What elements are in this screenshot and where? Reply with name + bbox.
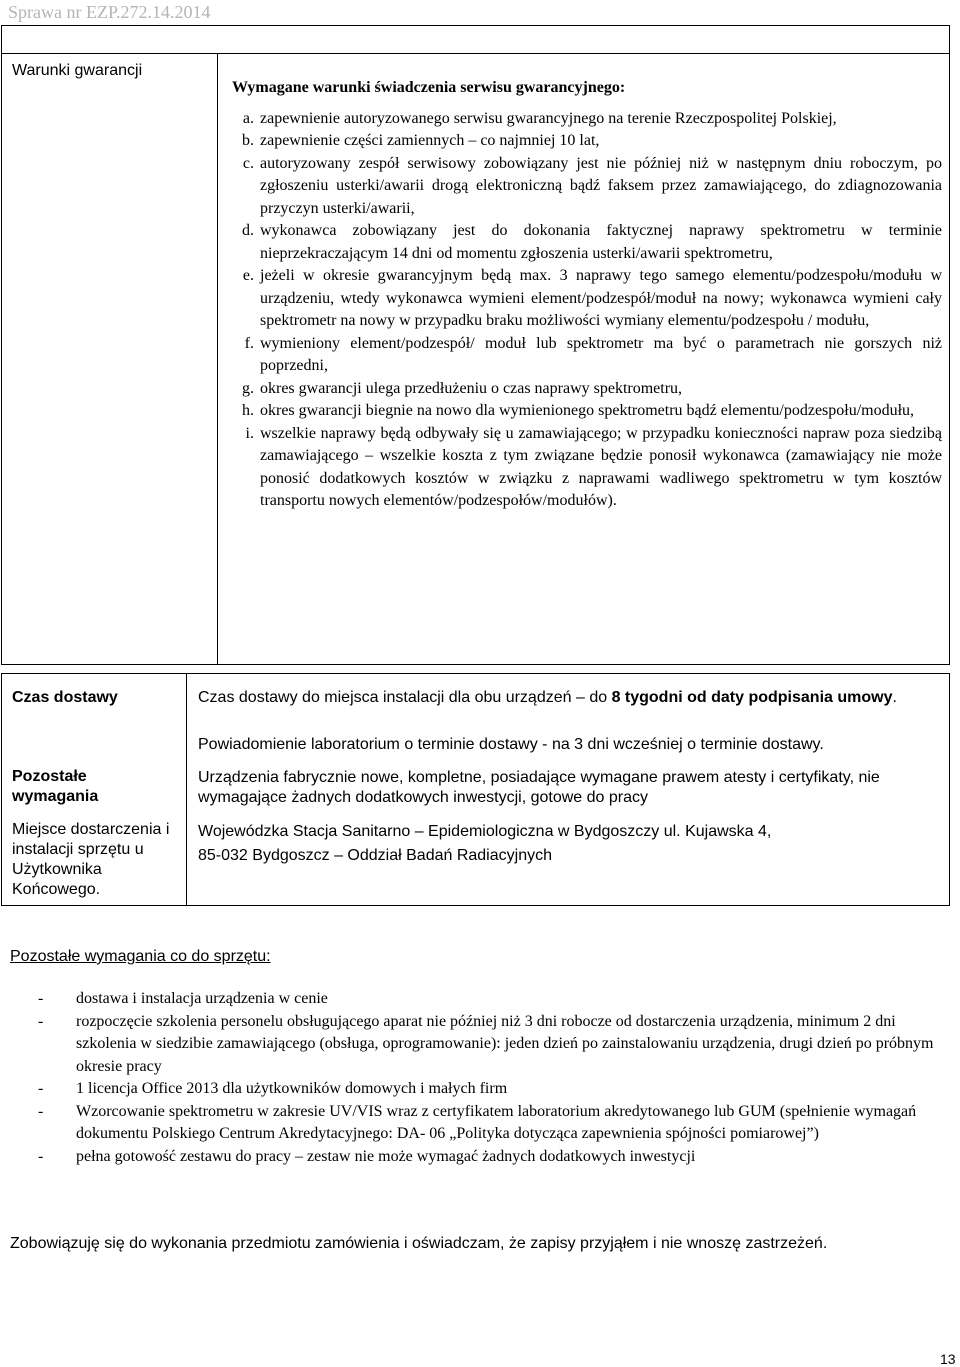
list-item: - dostawa i instalacja urządzenia w cenie [38, 990, 328, 1007]
column-divider [186, 674, 187, 905]
other-requirements-title: Pozostałe wymagania co do sprzętu: [10, 948, 271, 965]
warranty-list [230, 108, 942, 513]
list-item: f. wymieniony element/podzespół/ moduł lub spektrometr ma być o parametrach nie gorszych niż poprzedni, [244, 334, 942, 374]
table-top-row [2, 26, 949, 54]
warranty-content [230, 77, 942, 513]
other-requirements-label: Pozostałe wymagania [12, 768, 99, 805]
declaration-statement: Zobowiązuję się do wykonania przedmiotu zamówienia i oświadczam, że zapisy przyjąłem i nie wnoszę zastrzeżeń. [10, 1235, 828, 1252]
delivery-time-text: Czas dostawy do miejsca instalacji dla obu urządzeń – do 8 tygodni od daty podpisania umowy. [198, 689, 897, 706]
requirements-list [38, 988, 953, 1168]
warranty-label: Warunki gwarancji [12, 62, 143, 79]
delivery-notice: Powiadomienie laboratorium o terminie dostawy - na 3 dni wcześniej o terminie dostawy. [198, 736, 824, 753]
list-item: i. wszelkie naprawy będą odbywały się u zamawiającego; w przypadku konieczności napraw poza siedzibą zamawiającego – wszelkie koszta z tym związane będzie ponosił wykonawca (zamawiający nie może ponosić dodatkowych kosztów w związku z naprawami wadliwego spektrometru w tym kosztów transportu nowych elementów/podzespołów/modułów). [245, 424, 942, 509]
delivery-address-line1: Wojewódzka Stacja Sanitarno – Epidemiologiczna w Bydgoszczy ul. Kujawska 4, [198, 823, 772, 840]
list-item: - pełna gotowość zestawu do pracy – zestaw nie może wymagać żadnych dodatkowych inwestycji [38, 1147, 696, 1165]
list-item: c. autoryzowany zespół serwisowy zobowiązany jest nie później niż w następnym dniu roboczym, po zgłoszeniu usterki/awarii drogą elektroniczną bądź faksem przez zamawiającego, do zdiagnozowania przyczyn usterki/awarii, [242, 154, 942, 217]
list-item: - Wzorcowanie spektrometru w zakresie UV/VIS wraz z certyfikatem laboratorium akredytowanego lub GUM (spełnienie wymagań dokumentu Polskiego Centrum Akredytacyjnego: DA- 06 „Polityka dotycząca zapewnienia spójności pomiarowej”) [38, 1102, 917, 1142]
list-item: h. okres gwarancji biegnie na nowo dla wymienionego spektrometru bądź elementu/podzespołu/modułu, [242, 402, 915, 419]
list-item: d. wykonawca zobowiązany jest do dokonania faktycznej naprawy spektrometru w terminie nieprzekraczającym 14 dni od momentu zgłoszenia usterki/awarii spektrometru, [242, 222, 942, 262]
delivery-table [1, 673, 950, 906]
table-label-column [2, 53, 218, 664]
case-reference: Sprawa nr EZP.272.14.2014 [8, 2, 211, 22]
delivery-place-label: Miejsce dostarczenia i instalacji sprzętu u Użytkownika Końcowego. [12, 821, 170, 898]
page-number: 13 [940, 1351, 956, 1367]
list-item: - 1 licencja Office 2013 dla użytkowników domowych i małych firm [38, 1080, 508, 1097]
list-item: a. zapewnienie autoryzowanego serwisu gwarancyjnego na terenie Rzeczpospolitej Polskiej, [242, 109, 837, 127]
other-requirements-text: Urządzenia fabrycznie nowe, kompletne, posiadające wymagane prawem atesty i certyfikaty, nie wymagające żadnych dodatkowych inwestycji, gotowe do pracy [198, 769, 880, 806]
delivery-time-label: Czas dostawy [12, 689, 118, 706]
warranty-heading: Wymagane warunki świadczenia serwisu gwarancyjnego: [232, 79, 626, 96]
list-item: e. jeżeli w okresie gwarancyjnym będą max. 3 naprawy tego samego elementu/podzespołu/modułu w urządzeniu, wtedy wykonawca wymieni element/podzespół/moduł na nowy; wykonawca wymieni cały spektrometr na nowy w przypadku braku możliwości wymiany elementu/podzespołu / modułu, [242, 267, 942, 329]
list-item: b. zapewnienie części zamiennych – co najmniej 10 lat, [242, 132, 600, 149]
list-item: g. okres gwarancji ulega przedłużeniu o czas naprawy spektrometru, [242, 379, 683, 397]
warranty-table [1, 25, 950, 665]
list-item: - rozpoczęcie szkolenia personelu obsługującego aparat nie później niż 3 dni robocze od dostarczenia urządzenia, minimum 2 dni szkolenia w siedzibie zamawiającego (obsługa, oprogramowanie): jeden dzień po zainstalowaniu urządzenia, drugi dzień po próbnym okresie pracy [38, 1012, 934, 1075]
delivery-address-line2: 85-032 Bydgoszcz – Oddział Badań Radiacyjnych [198, 847, 552, 864]
